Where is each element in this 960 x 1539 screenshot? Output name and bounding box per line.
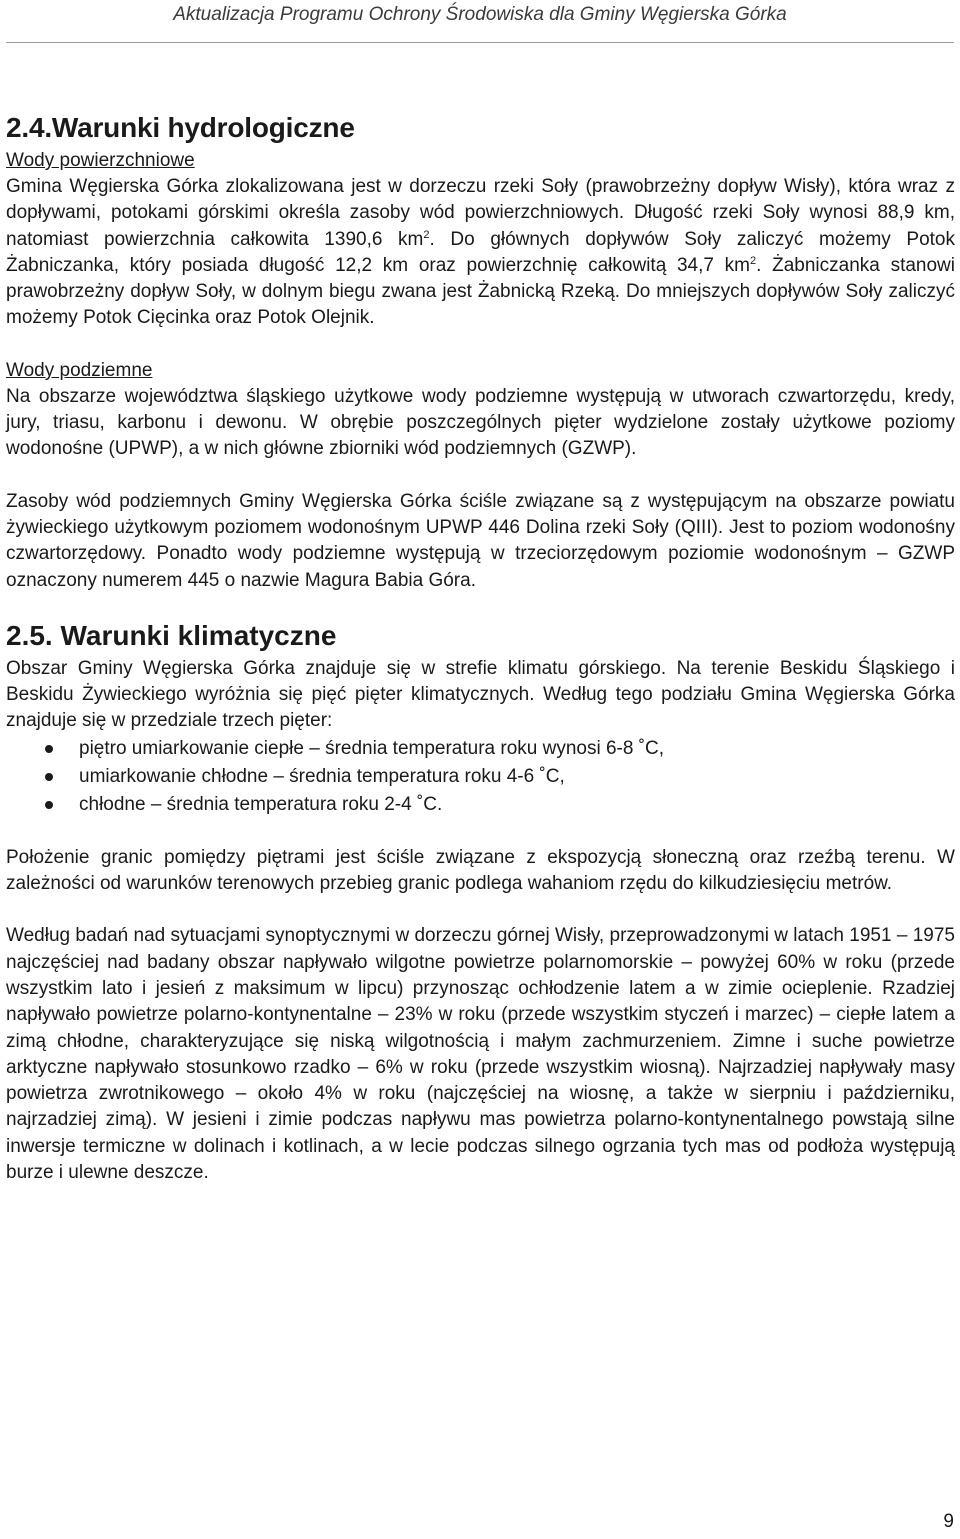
page-number: 9 [943, 1511, 954, 1532]
document-body [6, 108, 955, 1186]
paragraph-climate-3: Według badań nad sytuacjami synoptycznymi w dorzeczu górnej Wisły, przeprowadzonymi w latach 1951 – 1975 najczęściej nad badany obszar napływało wilgotne powietrze polarnomorskie – powyżej 60% w roku (przede wszystkim lato i jesień z maksimum w lipcu) przynosząc ochłodzenie latem a w zimie ocieplenie. Rzadziej napływało powietrze polarno-kontynentalne – 23% w roku (przede wszystkim styczeń i marzec) – ciepłe latem a zimą chłodne, charakteryzujące się niską wilgotnością i małym zachmurzeniem. Zimne i suche powietrze arktyczne napływało stosunkowo rzadko – 6% w roku (przede wszystkim wiosną). Najrzadziej napływały masy powietrza zwrotnikowego – około 4% w roku (najczęściej na wiosnę, a także w sierpniu i październiku, najrzadziej zimą). W jesieni i zimie podczas napływu mas powietrza polarno-kontynentalnego powstają silne inwersje termiczne w dolinach i kotlinach, a w lecie podczas silnego ogrzania tych mas od podłoża występują burze i ulewne deszcze. [6, 925, 955, 1184]
superscript: 2 [750, 254, 757, 267]
list-item: piętro umiarkowanie ciepłe – średnia temperatura roku wynosi 6-8 ˚C, [6, 735, 955, 763]
text-run: . Żabniczanka stanowi prawobrzeżny dopływ Soły, w dolnym biegu zwana jest Żabnicką Rzeką. Do mniejszych dopływów Soły zaliczyć możemy Potok Cięcinka oraz Potok Olejnik. [6, 254, 955, 329]
climate-levels-list [6, 735, 955, 819]
subheading-ground-water: Wody podziemne [6, 359, 153, 381]
list-item: chłodne – średnia temperatura roku 2-4 ˚C. [6, 791, 955, 819]
subheading-surface-water: Wody powierzchniowe [6, 150, 195, 171]
paragraph-ground-water-2: Zasoby wód podziemnych Gminy Węgierska Górka ściśle związane są z występującym na obszarze powiatu żywieckiego użytkowym poziomem wodonośnym UPWP 446 Dolina rzeki Soły (QIII). Jest to poziom wodonośny czwartorzędowy. Ponadto wody podziemne występują w trzeciorzędowym poziomie wodonośnym – GZWP oznaczony numerem 445 o nazwie Magura Babia Góra. [6, 490, 955, 591]
text-run: . Do głównych dopływów Soły zaliczyć możemy Potok Żabniczanka, który posiada długość 12,2 km oraz powierzchnię całkowitą 34,7 km [6, 228, 955, 276]
paragraph-climate-1: Obszar Gminy Węgierska Górka znajduje się w strefie klimatu górskiego. Na terenie Beskidu Śląskiego i Beskidu Żywieckiego wyróżnia się pięć pięter klimatycznych. Według tego podziału Gmina Węgierska Górka znajduje się w przedziale trzech pięter: [6, 657, 955, 732]
paragraph-surface-water [6, 174, 955, 332]
text-run: Gmina Węgierska Górka zlokalizowana jest w dorzeczu rzeki Soły (prawobrzeżny dopływ Wisły), która wraz z dopływami, potokami górskimi określa zasoby wód powierzchniowych. Długość rzeki Soły wynosi 88,9 km, natomiast powierzchnia całkowita 1390,6 km [6, 176, 955, 250]
section-heading-climate: 2.5. Warunki klimatyczne [6, 619, 337, 651]
paragraph-ground-water-1: Na obszarze województwa śląskiego użytkowe wody podziemne występują w utworach czwartorzędu, kredy, jury, triasu, karbonu i dewonu. W obrębie poszczególnych pięter wydzielone zostały użytkowe poziomy wodonośne (UPWP), a w nich główne zbiorniki wód podziemnych (GZWP). [6, 385, 955, 460]
header-divider [6, 42, 954, 43]
list-item: umiarkowanie chłodne – średnia temperatura roku 4-6 ˚C, [6, 763, 955, 791]
superscript: 2 [423, 228, 430, 241]
paragraph-climate-2: Położenie granic pomiędzy piętrami jest ściśle związane z ekspozycją słoneczną oraz rzeźbą terenu. W zależności od warunków terenowych przebieg granic podlega wahaniom rzędu do kilkudziesięciu metrów. [6, 846, 955, 895]
section-heading-hydrology: 2.4.Warunki hydrologiczne [6, 112, 355, 143]
running-header: Aktualizacja Programu Ochrony Środowiska dla Gminy Węgierska Górka [173, 4, 787, 25]
